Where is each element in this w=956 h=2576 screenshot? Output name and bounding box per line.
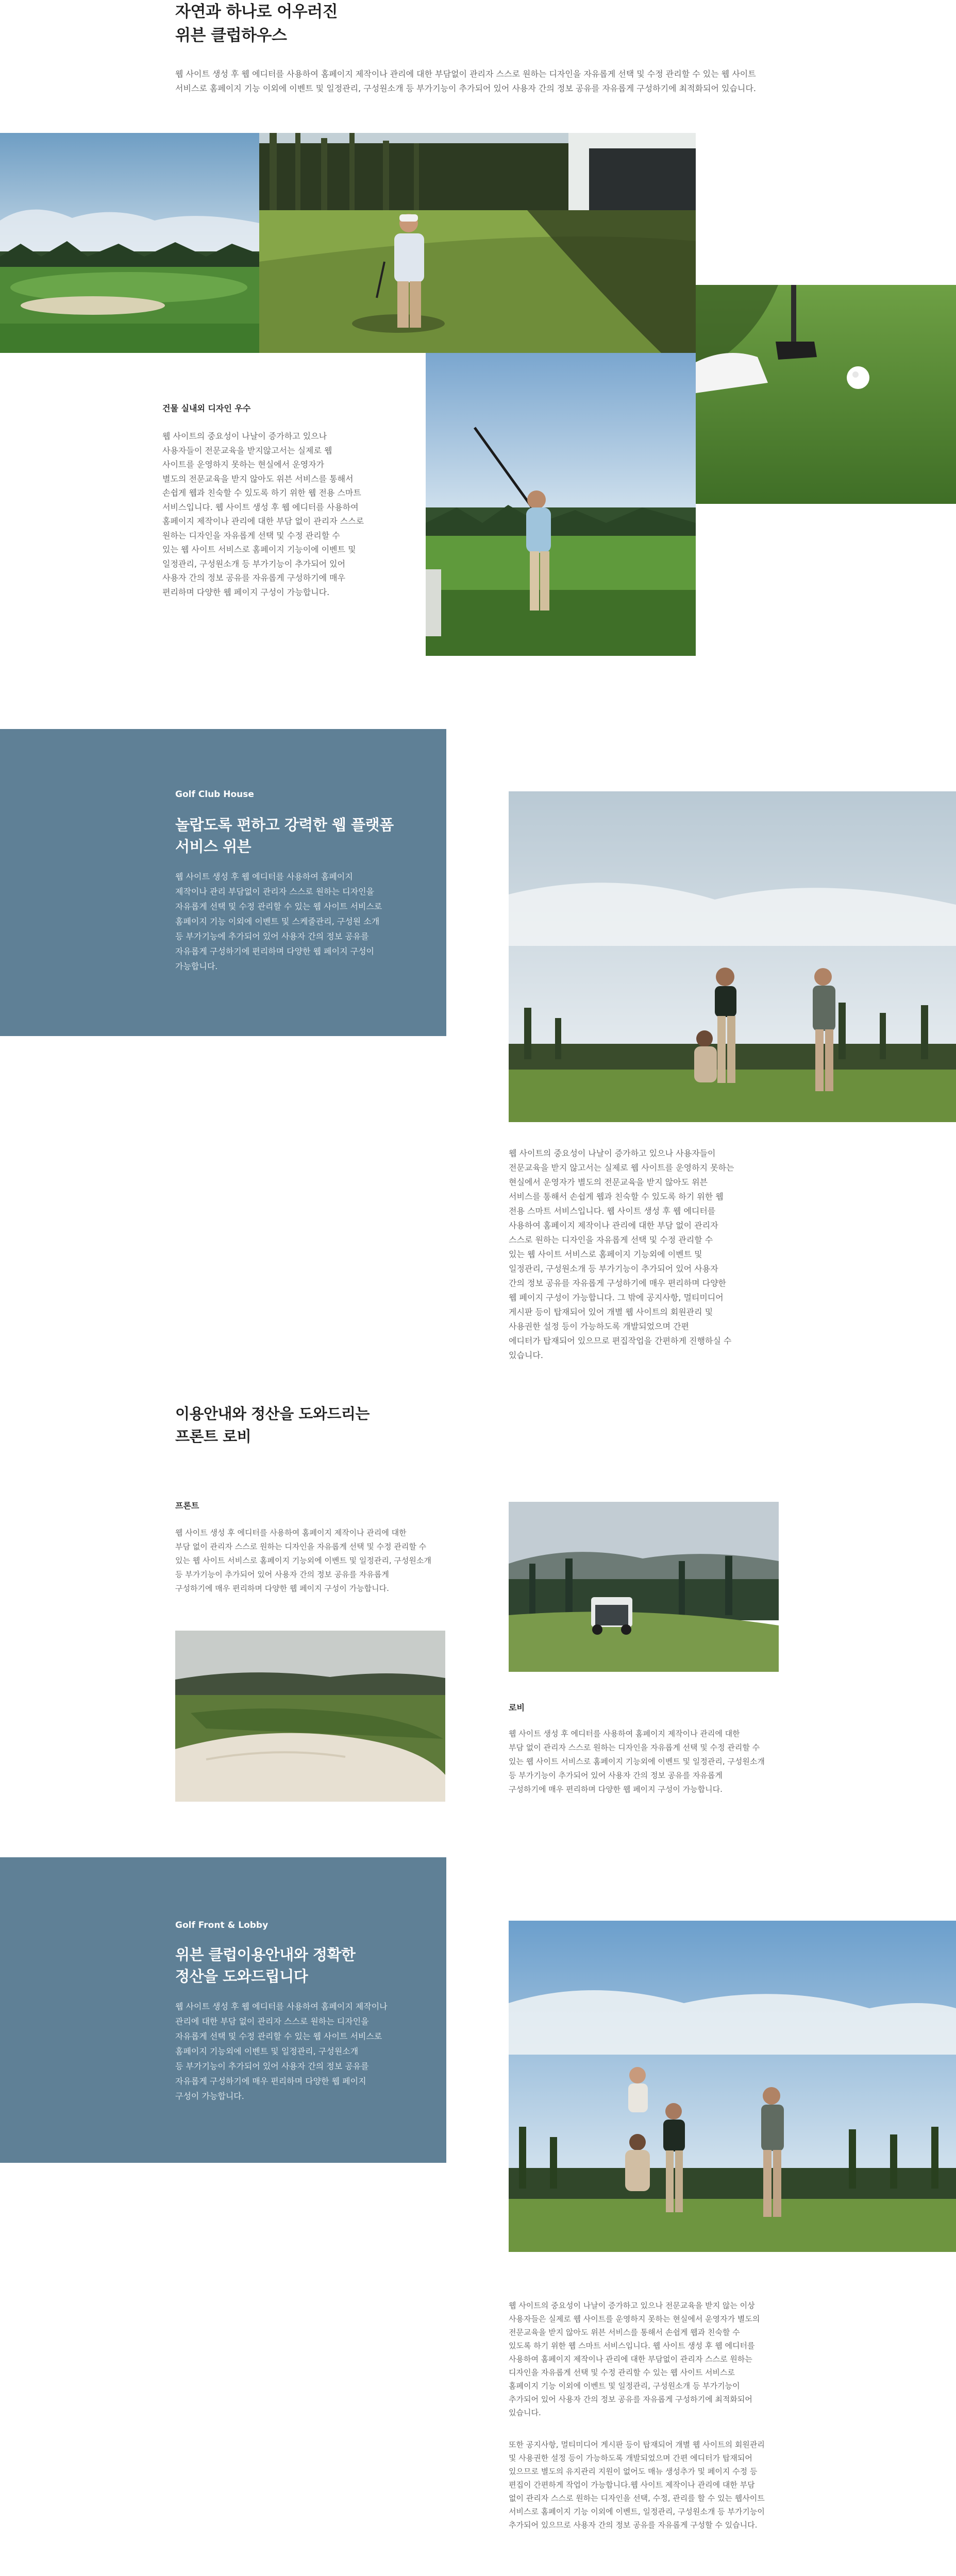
front-heading: 프론트 — [175, 1501, 199, 1511]
design-line: 있는 웹 사이트 서비스로 홈페이지 기능이에 이벤트 및 — [162, 545, 356, 554]
bottom-line: 디자인을 자유롭게 선택 및 수정 관리할 수 있는 웹 사이트 서비스로 — [509, 2368, 735, 2377]
bottom-text — [509, 2299, 808, 2532]
golfers-group-photo — [509, 791, 956, 1122]
intro-title-line1: 자연과 하나로 어우러진 — [175, 3, 338, 21]
bottom-line: 및 사용권한 설정 등이 가능하도록 개발되었으며 간편 에디터가 탑재되어 — [509, 2453, 752, 2463]
front-line: 등 부가기능이 추가되어 있어 사용자 간의 정보 공유를 자유롭게 — [175, 1570, 389, 1579]
front-lobby-title-line2: 프론트 로비 — [175, 1428, 251, 1445]
lobby-line: 있는 웹 사이트 서비스로 홈페이지 기능외에 이벤트 및 일정관리, 구성원소개 — [509, 1757, 765, 1766]
bottom-line: 없이 관리자 스스로 원하는 디자인을 선택, 수정, 관리를 할 수 있는 웹사이트 — [509, 2494, 765, 2503]
panel2-line: 등 부가기능이 추가되어 있어 사용자 간의 정보 공유를 — [175, 2061, 369, 2071]
club-house-title-line1: 놀랍도록 편하고 강력한 웹 플랫폼 — [175, 816, 394, 834]
bottom-line: 추가되어 있어 사용자 간의 정보 공유를 자유롭게 구성하기에 최적화되어 — [509, 2395, 752, 2404]
right-text-line: 있습니다. — [509, 1350, 543, 1360]
right-text-line: 전문교육을 받지 않고서는 실제로 웹 사이트를 운영하지 못하는 — [509, 1163, 734, 1173]
bottom-line: 또한 공지사항, 멀티미디어 게시판 등이 탑재되어 개별 웹 사이트의 회원관리 — [509, 2440, 765, 2449]
bottom-line: 웹 사이트의 중요성이 나날이 증가하고 있으나 전문교육을 받지 않는 이상 — [509, 2301, 755, 2310]
bottom-paragraph-1 — [509, 2299, 808, 2419]
intro-description — [175, 67, 783, 96]
panel2-line: 구성이 가능합니다. — [175, 2091, 244, 2101]
club-house-text — [175, 869, 433, 974]
club-house-title — [175, 814, 433, 857]
right-text-line: 스스로 원하는 디자인을 자유롭게 선택 및 수정 관리할 수 — [509, 1235, 713, 1245]
front-lobby-kicker: Golf Front & Lobby — [175, 1920, 269, 1930]
intro-right-text — [509, 1146, 777, 1363]
design-line: 일정관리, 구성원소개 등 부가기능이 추가되어 있어 — [162, 558, 346, 569]
right-text-line: 있는 웹 사이트 서비스로 홈페이지 기능외에 이벤트 및 — [509, 1249, 702, 1259]
panel2-line: 자유롭게 선택 및 수정 관리할 수 있는 웹 사이트 서비스로 — [175, 2031, 382, 2041]
lobby-line: 구성하기에 매우 편리하며 다양한 웹 페이지 구성이 가능합니다. — [509, 1785, 723, 1794]
front-line: 있는 웹 사이트 서비스로 홈페이지 기능외에 이벤트 및 일정관리, 구성원소개 — [175, 1556, 431, 1565]
bottom-line: 추가되어 있으므로 사용자 간의 정보 공유를 자유롭게 구성할 수 있습니다. — [509, 2520, 758, 2530]
design-line: 편리하며 다양한 웹 페이지 구성이 가능합니다. — [162, 587, 330, 597]
design-block-text — [162, 429, 430, 599]
club-house-panel — [0, 729, 446, 1036]
lobby-line: 등 부가기능이 추가되어 있어 사용자 간의 정보 공유를 자유롭게 — [509, 1771, 723, 1780]
right-text-line: 일정관리, 구성원소개 등 부가기능이 추가되어 있어 사용자 — [509, 1264, 718, 1274]
right-text-line: 사용하여 홈페이지 제작이나 관리에 대한 부담 없이 관리자 — [509, 1221, 718, 1230]
panel2-line: 홈페이지 기능외에 이벤트 및 일정관리, 구성원소개 — [175, 2046, 359, 2056]
bottom-line: 편집이 간편하게 작업이 가능합니다.웹 사이트 제작이나 관리에 대한 부담 — [509, 2480, 755, 2489]
design-line: 서비스입니다. 웹 사이트 생성 후 웹 에디터를 사용하여 — [162, 502, 359, 512]
design-line: 사용자 간의 정보 공유를 자유롭게 구성하기에 매우 — [162, 573, 346, 583]
panel1-line: 자유롭게 선택 및 수정 관리할 수 있는 웹 사이트 서비스로 — [175, 902, 382, 911]
panel1-line: 홈페이지 기능 이외에 이벤트 및 스케줄관리, 구성원 소개 — [175, 917, 380, 926]
right-text-line: 현실에서 운영자가 별도의 전문교육을 받지 않아도 위븐 — [509, 1177, 708, 1187]
golf-cart-photo — [509, 1502, 779, 1672]
right-text-line: 사용권한 설정 등이 가능하도록 개발되었으며 간편 — [509, 1321, 690, 1331]
lobby-text — [509, 1727, 797, 1797]
panel1-line: 등 부가기능에 추가되어 있어 사용자 간의 정보 공유를 — [175, 931, 369, 941]
bottom-line: 홈페이지 기능 이외에 이벤트 및 일정관리, 구성원소개 등 부가기능이 — [509, 2381, 740, 2391]
right-text-line: 웹 사이트의 중요성이 나날이 증가하고 있으나 사용자들이 — [509, 1148, 716, 1158]
lobby-line: 웹 사이트 생성 후 에디터를 사용하여 홈페이지 제작이나 관리에 대한 — [509, 1729, 740, 1738]
front-text — [175, 1526, 464, 1596]
design-line: 홈페이지 제작이나 관리에 대한 부담 없이 관리자 스스로 — [162, 516, 364, 526]
design-line: 별도의 전문교육을 받지 않아도 위븐 서비스를 통해서 — [162, 473, 354, 484]
right-text-line: 에디터가 탑재되어 있으므로 편집작업을 간편하게 진행하실 수 — [509, 1336, 732, 1346]
front-lobby-panel-title-line2: 정산을 도와드립니다 — [175, 1968, 308, 1985]
golfers-group-photo-2 — [509, 1921, 956, 2252]
front-lobby-panel-title-line1: 위븐 클럽이용안내와 정확한 — [175, 1946, 356, 1963]
panel2-line: 웹 사이트 생성 후 웹 에디터를 사용하여 홈페이지 제작이나 — [175, 2002, 388, 2011]
intro-title-line2: 위븐 클럽하우스 — [175, 26, 287, 45]
design-line: 원하는 디자인을 자유롭게 선택 및 수정 관리할 수 — [162, 530, 340, 540]
bottom-line: 전문교육을 받지 않아도 위븐 서비스를 통해서 손쉽게 웹과 친숙할 수 — [509, 2328, 740, 2337]
lobby-heading: 로비 — [509, 1703, 525, 1713]
front-line: 부담 없이 관리자 스스로 원하는 디자인을 자유롭게 선택 및 수정 관리할 수 — [175, 1542, 427, 1551]
design-line: 손쉽게 웹과 친숙할 수 있도록 하기 위한 웹 전용 스마트 — [162, 488, 361, 498]
panel2-line: 자유롭게 구성하기에 매우 편리하며 다양한 웹 페이지 — [175, 2076, 366, 2086]
bottom-line: 있도록 하기 위한 웹 스마트 서비스입니다. 웹 사이트 생성 후 웹 에디터를 — [509, 2341, 755, 2350]
front-lobby-title — [175, 1402, 464, 1448]
bottom-line: 사용자들은 실제로 웹 사이트를 운영하지 못하는 현실에서 운영자가 별도의 — [509, 2314, 760, 2324]
front-lobby-title-line1: 이용안내와 정산을 도와드리는 — [175, 1405, 370, 1422]
right-text-line: 서비스를 통해서 손쉽게 웹과 친숙할 수 있도록 하기 위한 웹 — [509, 1192, 724, 1201]
intro-title — [175, 0, 639, 47]
design-line: 웹 사이트의 중요성이 나날이 증가하고 있으나 — [162, 431, 327, 441]
club-house-kicker: Golf Club House — [175, 789, 254, 800]
design-line: 사용자들이 전문교육을 받지않고서는 실제로 웹 — [162, 445, 332, 455]
bottom-paragraph-2 — [509, 2438, 808, 2532]
design-block — [162, 402, 430, 599]
intro-description-line2: 서비스로 홈페이지 기능 이외에 이벤트 및 일정관리, 구성원소개 등 부가기능이 추가되어 있어 사용자 간의 정보 공유를 자유롭게 구성하기에 최적화되어 있습니다. — [175, 83, 756, 93]
front-lobby-panel — [0, 1857, 446, 2163]
panel1-line: 자유롭게 구성하기에 편리하며 다양한 웹 페이지 구성이 — [175, 946, 375, 956]
front-line: 구성하기에 매우 편리하며 다양한 웹 페이지 구성이 가능합니다. — [175, 1584, 389, 1593]
bottom-line: 있습니다. — [509, 2408, 541, 2417]
golf-course-photo — [0, 133, 259, 353]
front-lobby-panel-title — [175, 1944, 433, 1987]
bottom-line: 있으므로 별도의 유지관리 지원이 없어도 매뉴 생성추가 및 페이지 수정 등 — [509, 2467, 758, 2476]
putter-ball-photo — [696, 285, 956, 504]
panel1-line: 제작이나 관리 부담없이 관리자 스스로 원하는 디자인을 — [175, 887, 375, 896]
panel2-line: 관리에 대한 부담 없이 관리자 스스로 원하는 디자인을 — [175, 2016, 369, 2026]
right-text-line: 간의 정보 공유를 자유롭게 구성하기에 매우 편리하며 다양한 — [509, 1278, 727, 1288]
right-text-line: 웹 페이지 구성이 가능합니다. 그 밖에 공지사항, 멀티미디어 — [509, 1293, 724, 1302]
bottom-line: 서비스로 홈페이지 기능 이외에 이벤트, 일정관리, 구성원소개 등 부가기능이 — [509, 2507, 765, 2516]
panel1-line: 가능합니다. — [175, 961, 218, 971]
sand-bunker-photo — [175, 1631, 445, 1802]
right-text-line: 전용 스마트 서비스입니다. 웹 사이트 생성 후 웹 에디터를 — [509, 1206, 716, 1216]
front-lobby-panel-text — [175, 1999, 433, 2104]
bottom-line: 사용하여 홈페이지 제작이나 관리에 대한 부담없이 관리자 스스로 원하는 — [509, 2354, 752, 2364]
club-house-title-line2: 서비스 위븐 — [175, 838, 251, 855]
design-line: 사이트를 운영하지 못하는 현실에서 운영자가 — [162, 460, 325, 469]
lobby-line: 부담 없이 관리자 스스로 원하는 디자인을 자유롭게 선택 및 수정 관리할 수 — [509, 1743, 760, 1752]
front-line: 웹 사이트 생성 후 에디터를 사용하여 홈페이지 제작이나 관리에 대한 — [175, 1528, 407, 1537]
golfer-walking-photo — [259, 133, 696, 353]
intro-description-line1: 웹 사이트 생성 후 웹 에디터를 사용하여 홈페이지 제작이나 관리에 대한 부담없이 관리자 스스로 원하는 디자인을 자유롭게 선택 및 수정 관리할 수 있는 웹 사이트 — [175, 69, 756, 79]
right-text-line: 게시판 등이 탑재되어 있어 개별 웹 사이트의 회원관리 및 — [509, 1307, 713, 1317]
golfer-swing-photo — [426, 353, 696, 656]
design-block-heading: 건물 실내외 디자인 우수 — [162, 403, 251, 413]
panel1-line: 웹 사이트 생성 후 웹 에디터를 사용하여 홈페이지 — [175, 872, 353, 882]
